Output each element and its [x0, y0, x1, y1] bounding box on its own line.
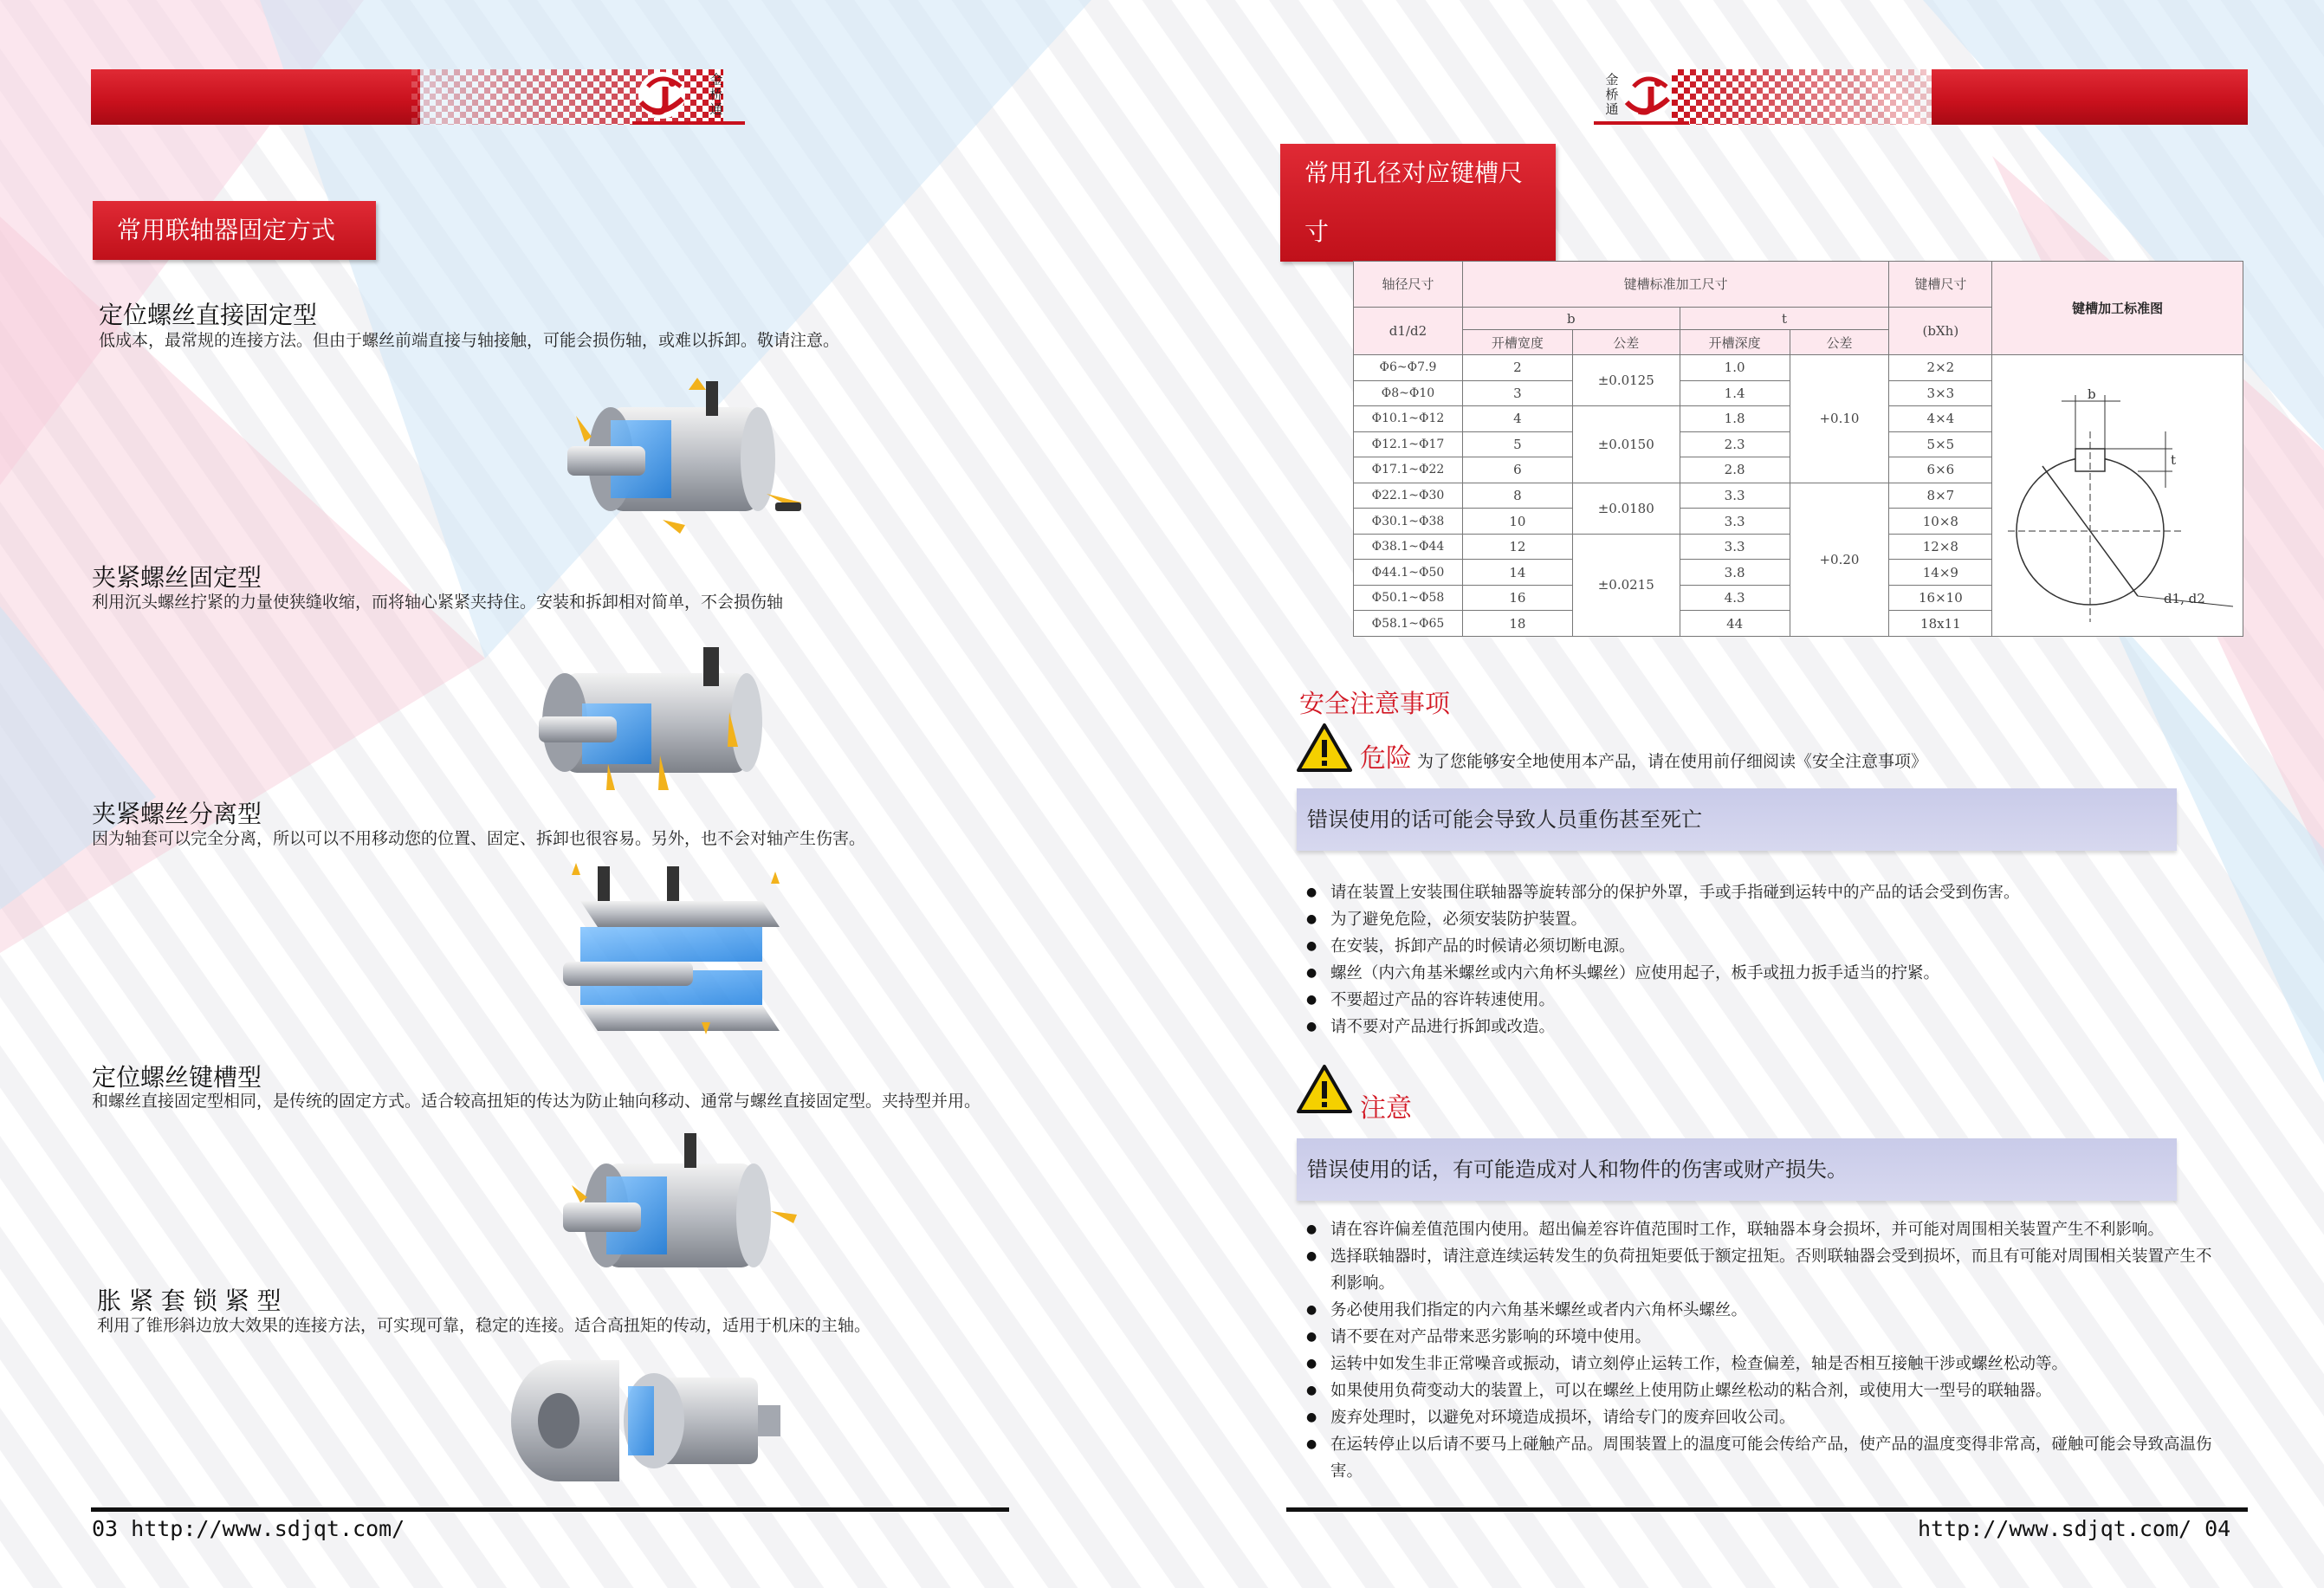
danger-list — [1306, 879, 2020, 1040]
list-item: ● 请在容许偏差值范围内使用。超出偏差容许值范围时工作，联轴器本身会损坏，并可能对周围相关装置产生不利影响。 — [1306, 1216, 2224, 1243]
table-header: 键槽加工标准图 — [1992, 262, 2243, 355]
section-title: 夹紧螺丝固定型 — [92, 563, 262, 592]
section-description: 因为轴套可以完全分离，所以可以不用移动您的位置、固定、拆卸也很容易。另外，也不会对轴产生伤害。 — [92, 829, 866, 848]
table-row — [1354, 354, 2243, 380]
table-header: b — [1462, 307, 1680, 329]
table-cell: 3.3 — [1680, 509, 1790, 535]
section-description: 利用沉头螺丝拧紧的力量使狭缝收缩，而将轴心紧紧夹持住。安装和拆卸相对简单，不会损伤轴 — [92, 593, 784, 612]
table-cell: 12×8 — [1889, 534, 1992, 560]
table-cell: 3.3 — [1680, 534, 1790, 560]
table-cell: 1.8 — [1680, 406, 1790, 432]
table-cell: 3.3 — [1680, 483, 1790, 509]
diagram-label-d: d1, d2 — [2164, 591, 2205, 606]
table-header: 公差 — [1790, 330, 1889, 355]
table-cell: 44 — [1680, 611, 1790, 637]
right-footer-text: http://www.sdjqt.com/ 04 — [1918, 1516, 2231, 1541]
table-cell: 6 — [1462, 457, 1572, 483]
list-item: ● 选择联轴器时，请注意连续运转发生的负荷扭矩要低于额定扭矩。否则联轴器会受到损坏，而且有可能对周围相关装置产生不利影响。 — [1306, 1243, 2224, 1297]
right-logo — [1618, 68, 1680, 125]
table-cell: 2 — [1462, 354, 1572, 380]
list-item: ● 运转中如发生非正常噪音或振动，请立刻停止运转工作，检查偏差，轴是否相互接触干涉或螺丝松动等。 — [1306, 1351, 2224, 1377]
table-header: 公差 — [1572, 330, 1680, 355]
section-title: 夹紧螺丝分离型 — [92, 800, 262, 828]
table-cell: 2.3 — [1680, 431, 1790, 457]
logo-char: 通 — [1605, 101, 1619, 117]
clamp-coupling-image — [530, 643, 790, 794]
left-footer-text: 03 http://www.sdjqt.com/ — [92, 1516, 405, 1541]
table-cell: 8 — [1462, 483, 1572, 509]
keyway-coupling-image — [554, 1133, 806, 1289]
left-logo — [632, 68, 695, 125]
caution-band: 错误使用的话，有可能造成对人和物件的伤害或财产损失。 — [1297, 1138, 2177, 1201]
logo-char: 金 — [709, 72, 723, 88]
table-cell: 1.0 — [1680, 354, 1790, 380]
table-header: 键槽尺寸 — [1889, 262, 1992, 308]
table-cell: 8×7 — [1889, 483, 1992, 509]
section-description: 和螺丝直接固定型相同，是传统的固定方式。适合较高扭矩的传达为防止轴向移动、通常与螺丝直接固定型。夹持型并用。 — [92, 1092, 981, 1111]
right-footer-line — [1286, 1507, 2248, 1512]
left-footer-line — [91, 1507, 1009, 1512]
table-cell: 18 — [1462, 611, 1572, 637]
table-cell: 2×2 — [1889, 354, 1992, 380]
brand-logo-icon — [632, 68, 695, 125]
table-cell: ±0.0150 — [1572, 406, 1680, 483]
table-cell: Φ6~Φ7.9 — [1354, 354, 1463, 380]
logo-underline — [1594, 121, 1689, 125]
table-cell: ±0.0125 — [1572, 354, 1680, 405]
diagram-label-t: t — [2171, 452, 2177, 468]
list-item: ● 如果使用负荷变动大的装置上，可以在螺丝上使用防止螺丝松动的粘合剂，或使用大一型号的联轴器。 — [1306, 1377, 2224, 1404]
table-cell: 10 — [1462, 509, 1572, 535]
danger-label: 危险 — [1360, 743, 1412, 774]
table-cell: 5 — [1462, 431, 1572, 457]
table-cell: 4 — [1462, 406, 1572, 432]
table-cell: Φ17.1~Φ22 — [1354, 457, 1463, 483]
list-item: ● 在运转停止以后请不要马上碰触产品。周围装置上的温度可能会传给产品，使产品的温度变得非常高，碰触可能会导致高温伤害。 — [1306, 1431, 2224, 1485]
table-cell: 3 — [1462, 380, 1572, 406]
table-cell: +0.20 — [1790, 483, 1889, 636]
safety-title: 安全注意事项 — [1299, 689, 1451, 718]
section-title: 定位螺丝键槽型 — [92, 1063, 262, 1092]
table-cell: ±0.0180 — [1572, 483, 1680, 534]
table-cell: 4.3 — [1680, 585, 1790, 611]
table-cell: Φ10.1~Φ12 — [1354, 406, 1463, 432]
section-title: 定位螺丝直接固定型 — [99, 301, 318, 329]
table-cell: ±0.0215 — [1572, 534, 1680, 636]
table-cell: Φ50.1~Φ58 — [1354, 585, 1463, 611]
table-cell: 12 — [1462, 534, 1572, 560]
logo-char: 通 — [709, 101, 723, 117]
list-item: ● 请不要对产品进行拆卸或改造。 — [1306, 1014, 2020, 1040]
warning-triangle-icon — [1297, 723, 1352, 773]
table-cell: 16 — [1462, 585, 1572, 611]
table-header: 开槽深度 — [1680, 330, 1790, 355]
table-cell: 16×10 — [1889, 585, 1992, 611]
right-logo-text — [1604, 73, 1620, 117]
list-item: ● 废弃处理时，以避免对环境造成损坏，请给专门的废弃回收公司。 — [1306, 1404, 2224, 1431]
list-item: ● 为了避免危险，必须安装防护装置。 — [1306, 906, 2020, 933]
table-cell: 18x11 — [1889, 611, 1992, 637]
logo-char: 桥 — [709, 87, 723, 102]
table-header: d1/d2 — [1354, 307, 1463, 354]
table-cell: +0.10 — [1790, 354, 1889, 483]
brand-logo-icon — [1618, 68, 1680, 125]
list-item: ● 在安装，拆卸产品的时候请必须切断电源。 — [1306, 933, 2020, 960]
table-cell: 1.4 — [1680, 380, 1790, 406]
table-header: t — [1680, 307, 1889, 329]
list-item: ● 螺丝（内六角基米螺丝或内六角杯头螺丝）应使用起子，板手或扭力扳手适当的拧紧。 — [1306, 960, 2020, 987]
table-cell: Φ58.1~Φ65 — [1354, 611, 1463, 637]
table-header: 键槽标准加工尺寸 — [1462, 262, 1888, 308]
table-header: 开槽宽度 — [1462, 330, 1572, 355]
table-cell: Φ44.1~Φ50 — [1354, 560, 1463, 586]
caution-label: 注意 — [1360, 1093, 1412, 1124]
table-cell: Φ8~Φ10 — [1354, 380, 1463, 406]
table-cell: 5×5 — [1889, 431, 1992, 457]
logo-char: 金 — [1605, 72, 1619, 88]
danger-subtitle: 为了您能够安全地使用本产品，请在使用前仔细阅读《安全注意事项》 — [1417, 752, 1928, 771]
section-description: 低成本，最常规的连接方法。但由于螺丝前端直接与轴接触，可能会损伤轴，或难以拆卸。敬请注意。 — [99, 331, 840, 350]
split-clamp-coupling-image — [563, 858, 797, 1048]
setscrew-coupling-image — [559, 373, 819, 541]
table-cell: 2.8 — [1680, 457, 1790, 483]
section-description: 利用了锥形斜边放大效果的连接方法，可实现可靠，稳定的连接。适合高扭矩的传动，适用于机床的主轴。 — [97, 1316, 871, 1335]
table-cell: 4×4 — [1889, 406, 1992, 432]
right-section-badge: 常用孔径对应键槽尺寸 — [1280, 144, 1556, 262]
table-cell: 14×9 — [1889, 560, 1992, 586]
table-cell: 6×6 — [1889, 457, 1992, 483]
table-cell: Φ22.1~Φ30 — [1354, 483, 1463, 509]
right-header-bar — [1672, 69, 2248, 125]
table-cell: 14 — [1462, 560, 1572, 586]
locking-sleeve-coupling-image — [507, 1351, 784, 1490]
table-header: (bXh) — [1889, 307, 1992, 354]
section-title: 胀 紧 套 锁 紧 型 — [97, 1287, 282, 1315]
list-item: ● 务必使用我们指定的内六角基米螺丝或者内六角杯头螺丝。 — [1306, 1297, 2224, 1324]
table-cell: 3.8 — [1680, 560, 1790, 586]
list-item: ● 不要超过产品的容许转速使用。 — [1306, 987, 2020, 1014]
warning-triangle-icon — [1297, 1064, 1352, 1114]
keyway-diagram — [2008, 379, 2242, 631]
table-cell: Φ12.1~Φ17 — [1354, 431, 1463, 457]
table-cell: Φ38.1~Φ44 — [1354, 534, 1463, 560]
caution-list — [1306, 1216, 2224, 1485]
table-cell: Φ30.1~Φ38 — [1354, 509, 1463, 535]
left-logo-text — [709, 73, 724, 117]
table-cell: 3×3 — [1889, 380, 1992, 406]
table-cell: 10×8 — [1889, 509, 1992, 535]
table-header: 轴径尺寸 — [1354, 262, 1463, 308]
list-item: ● 请不要在对产品带来恶劣影响的环境中使用。 — [1306, 1324, 2224, 1351]
list-item: ● 请在装置上安装围住联轴器等旋转部分的保护外罩，手或手指碰到运转中的产品的话会受到伤害。 — [1306, 879, 2020, 906]
danger-band: 错误使用的话可能会导致人员重伤甚至死亡 — [1297, 788, 2177, 851]
left-section-badge: 常用联轴器固定方式 — [93, 201, 376, 260]
logo-char: 桥 — [1605, 87, 1619, 102]
diagram-label-b: b — [2088, 386, 2096, 402]
logo-underline — [632, 121, 745, 125]
